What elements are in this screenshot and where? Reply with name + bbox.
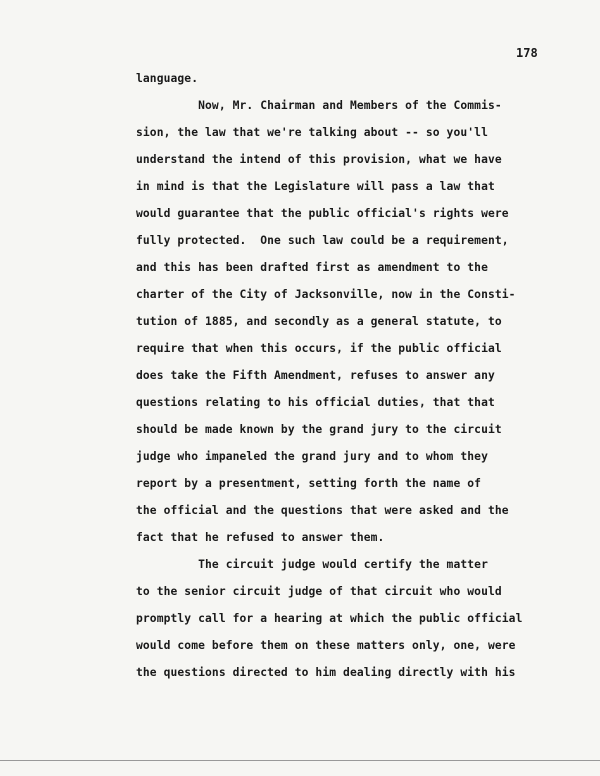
text-line: the questions directed to him dealing directly with his xyxy=(136,666,516,679)
text-line: would guarantee that the public official's rights were xyxy=(136,207,509,220)
text-line: understand the intend of this provision, what we have xyxy=(136,153,502,166)
text-line: does take the Fifth Amendment, refuses to answer any xyxy=(136,369,495,382)
page-number: 178 xyxy=(516,46,538,60)
page-edge-divider xyxy=(0,760,600,761)
text-line: to the senior circuit judge of that circuit who would xyxy=(136,585,502,598)
text-line: fully protected. One such law could be a requirement, xyxy=(136,234,509,247)
text-line: charter of the City of Jacksonville, now in the Consti- xyxy=(136,288,516,301)
text-line: judge who impaneled the grand jury and to whom they xyxy=(136,450,488,463)
text-line: report by a presentment, setting forth the name of xyxy=(136,477,482,490)
text-line: would come before them on these matters only, one, were xyxy=(136,639,516,652)
text-line: fact that he refused to answer them. xyxy=(136,531,385,544)
text-line: questions relating to his official duties, that that xyxy=(136,396,495,409)
text-line: language. xyxy=(136,72,199,85)
text-line: Now, Mr. Chairman and Members of the Commis- xyxy=(136,99,502,112)
text-line: and this has been drafted first as amendment to the xyxy=(136,261,488,274)
text-line: promptly call for a hearing at which the public official xyxy=(136,612,523,625)
text-line: the official and the questions that were asked and the xyxy=(136,504,509,517)
text-line: sion, the law that we're talking about -- so you'll xyxy=(136,126,488,139)
text-line: tution of 1885, and secondly as a general statute, to xyxy=(136,315,502,328)
text-line: require that when this occurs, if the public official xyxy=(136,342,502,355)
text-line: The circuit judge would certify the matter xyxy=(136,558,488,571)
text-line: should be made known by the grand jury to the circuit xyxy=(136,423,502,436)
text-line: in mind is that the Legislature will pass a law that xyxy=(136,180,495,193)
